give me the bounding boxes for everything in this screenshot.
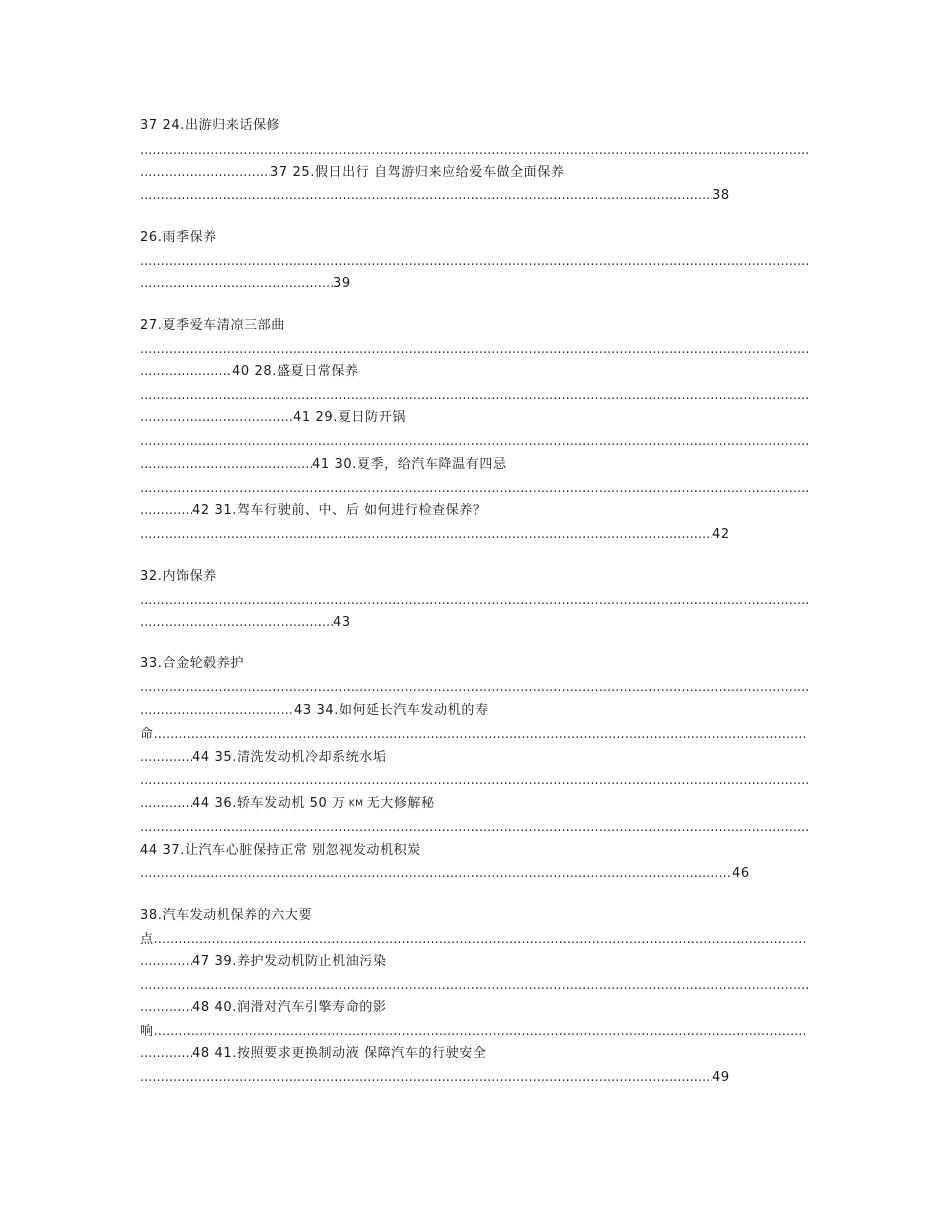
toc-entry	[140, 185, 808, 207]
toc-entry	[140, 724, 808, 746]
toc-entry	[140, 227, 808, 249]
dot-leader	[140, 612, 333, 634]
toc-entry-text: 命	[140, 727, 154, 742]
dot-leader	[140, 1067, 712, 1089]
toc-entry	[140, 1067, 808, 1089]
toc-entry-text: 点	[140, 932, 154, 947]
dot-leader	[140, 700, 294, 722]
dot-leader	[154, 724, 806, 746]
toc-entry-text: 41 29.夏日防开锅	[293, 410, 406, 425]
dot-leader	[140, 747, 192, 769]
page-number: 38	[712, 188, 730, 203]
toc-entry-text: 33.合金轮毂养护	[140, 656, 245, 671]
toc-entry	[140, 747, 808, 769]
toc-entry-text: 44 36.轿车发动机 50 万	[192, 796, 346, 811]
dot-leader	[140, 677, 808, 699]
page-number: 49	[712, 1070, 730, 1085]
dot-leader	[140, 385, 808, 407]
dot-leader	[140, 454, 312, 476]
toc-entry-text: 32.内饰保养	[140, 569, 217, 584]
toc-entry	[140, 997, 808, 1019]
page-number: 39	[333, 276, 351, 291]
dot-leader	[140, 590, 808, 612]
toc-entry	[140, 524, 808, 546]
dot-leader	[140, 162, 270, 184]
page-number: 43	[333, 615, 351, 630]
toc-entry-text: 44 35.清洗发动机冷却系统水垢	[192, 750, 387, 765]
toc-entry	[140, 612, 808, 634]
dot-leader	[154, 929, 806, 951]
toc-entry	[140, 1021, 808, 1043]
toc-entry-text: 响	[140, 1024, 154, 1039]
toc-entry	[140, 454, 808, 476]
dot-leader	[140, 1043, 192, 1065]
dot-leader	[140, 500, 192, 522]
toc-entry	[140, 905, 808, 927]
dot-leader	[140, 185, 712, 207]
toc-entry	[140, 700, 808, 722]
toc-entry-text: 43 34.如何延长汽车发动机的寿	[294, 703, 489, 718]
dot-leader	[140, 975, 808, 997]
toc-entry	[140, 1043, 808, 1065]
toc-entry-text: 37 25.假日出行 自驾游归来应给爱车做全面保养	[270, 165, 565, 180]
dot-leader	[140, 817, 808, 839]
toc-entry	[140, 115, 808, 137]
toc-entry-text: 38.汽车发动机保养的六大要	[140, 908, 313, 923]
toc-entry-text: 44 37.让汽车心脏保持正常 别忽视发动机积炭	[140, 843, 421, 858]
dot-leader	[140, 478, 808, 500]
dot-leader	[140, 997, 192, 1019]
toc-entry	[140, 653, 808, 675]
page-number: 46	[732, 866, 750, 881]
dot-leader	[140, 140, 808, 162]
dot-leader	[140, 431, 808, 453]
toc-entry	[140, 566, 808, 588]
toc-entry	[140, 929, 808, 951]
dot-leader	[140, 339, 808, 361]
toc-entry-text: 40 28.盛夏日常保养	[232, 364, 359, 379]
toc-entry-text: 48 41.按照要求更换制动液 保障汽车的行驶安全	[192, 1046, 487, 1061]
toc-entry-text: 48 40.润滑对汽车引擎寿命的影	[192, 1000, 387, 1015]
toc-entry-text: 26.雨季保养	[140, 230, 217, 245]
dot-leader	[140, 251, 808, 273]
dot-leader	[140, 863, 732, 885]
toc-entry	[140, 315, 808, 337]
toc-entry	[140, 863, 808, 885]
dot-leader	[140, 524, 712, 546]
toc-entry-text: 47 39.养护发动机防止机油污染	[192, 954, 387, 969]
toc-entry-text: 42 31.驾车行驶前、中、后 如何进行检查保养？	[192, 503, 487, 518]
dot-leader	[140, 770, 808, 792]
page-number: 42	[712, 527, 730, 542]
dot-leader	[140, 273, 333, 295]
dot-leader	[140, 951, 192, 973]
toc-entry	[140, 273, 808, 295]
dot-leader	[140, 407, 293, 429]
unit-label: KM	[348, 799, 364, 809]
toc-entry	[140, 840, 808, 862]
dot-leader	[140, 793, 192, 815]
toc-entry	[140, 407, 808, 429]
toc-entry	[140, 162, 808, 184]
toc-entry	[140, 361, 808, 383]
toc-entry-text: 27.夏季爱车清凉三部曲	[140, 318, 285, 333]
toc-entry	[140, 951, 808, 973]
dot-leader	[140, 361, 232, 383]
toc-entry	[140, 500, 808, 522]
toc-entry-text: 无大修解秘	[366, 796, 435, 811]
toc-entry-text: 41 30.夏季，给汽车降温有四忌	[312, 457, 507, 472]
toc-entry-text: 37 24.出游归来话保修	[140, 118, 281, 133]
toc-entry	[140, 793, 808, 815]
dot-leader	[154, 1021, 806, 1043]
